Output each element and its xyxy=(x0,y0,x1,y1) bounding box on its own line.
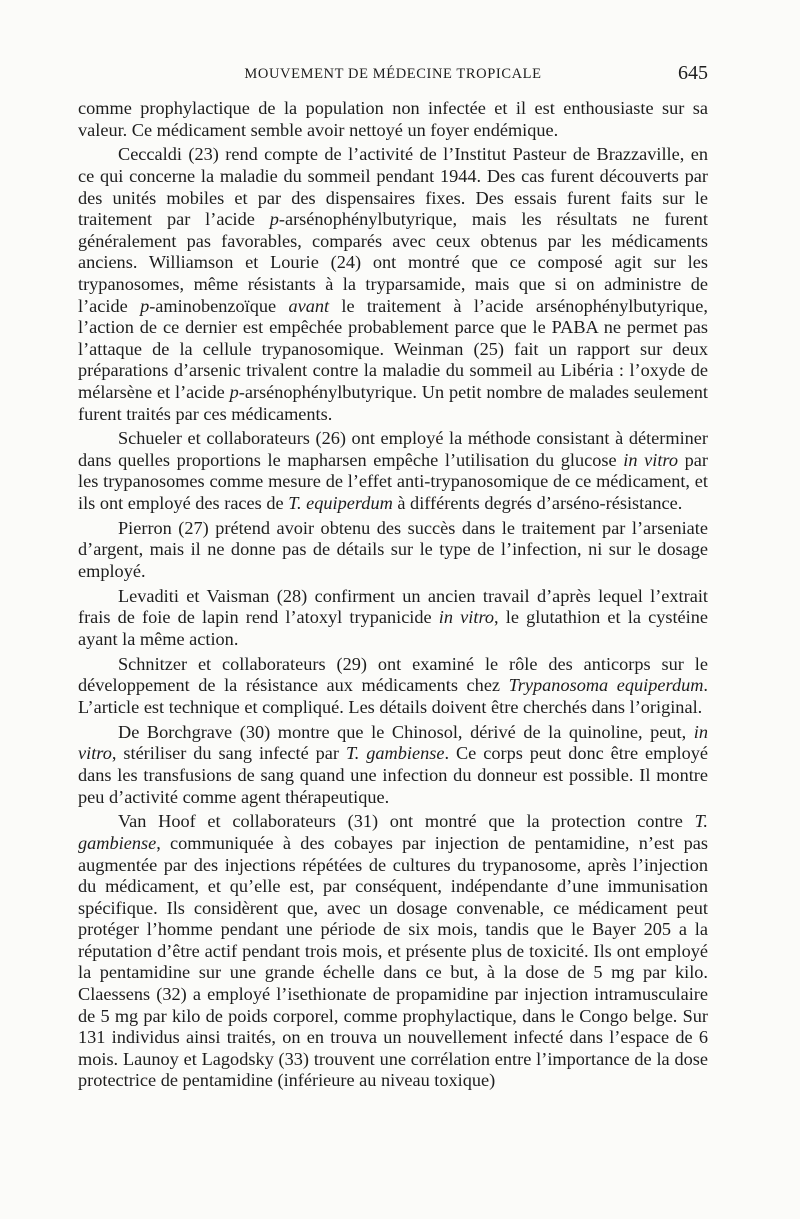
text-run: , le glutathion et la cystéine ayant la même action. xyxy=(78,607,708,649)
italic-text: p xyxy=(229,381,239,402)
text-run: -aminobenzoïque xyxy=(149,295,289,316)
text-run: Schnitzer et collaborateurs (29) ont examiné le rôle des anticorps sur le développement de la résistance aux médicaments chez xyxy=(78,653,708,696)
text-run: , stériliser du sang infecté par xyxy=(111,743,346,764)
italic-text: T. gambiense xyxy=(78,811,708,853)
paragraph xyxy=(78,586,708,651)
italic-text: p xyxy=(140,295,150,316)
italic-text: in vitro xyxy=(623,449,678,470)
text-run: le traitement à l’acide arsénophénylbutyrique, l’action de ce dernier est empêchée probablement parce que le PABA ne permet pas l’attaque de la cellule trypanosomique. Weinman (25) fait un rapport sur deux préparations d’arsenic trivalent contre la maladie du sommeil au Libéria : l’oxyde de mélarsène et l’acide xyxy=(78,295,708,402)
paragraph xyxy=(78,811,708,1092)
text-run: Ceccaldi (23) rend compte de l’activité de l’Institut Pasteur de Brazzaville, en ce qui concerne la maladie du sommeil pendant 1944. Des cas furent découverts par des unités mobiles et par des dispensaires fixes. Des essais furent faits sur le traitement par l’acide xyxy=(78,144,708,230)
text-run: , communiquée à des cobayes par injection de pentamidine, n’est pas augmentée par des injections répétées de cultures du trypanosome, après l’injection du médicament, et qu’elle est, par conséquent, indépendante d’une immunisation spécifique. Ils considèrent que, avec un dosage convenable, ce médicament peut protéger l’homme pendant une période de six mois, tandis que le Bayer 205 a la réputation d’être actif pendant trois mois, et présente plus de toxicité. Ils ont employé la pentamidine sur une grande échelle dans ce but, à la dose de 5 mg par kilo. Claessens (32) a employé l’isethionate de propamidine par injection intramusculaire de 5 mg par kilo de poids corporel, comme prophylactique, dans le Congo belge. Sur 131 individus ainsi traités, on en trouva un nouvellement infecté dans l’espace de 6 mois. Launoy et Lagodsky (33) trouvent une corrélation entre l’importance de la dose protectrice de pentamidine (inférieure au niveau toxique) xyxy=(78,832,708,1091)
paragraph xyxy=(78,654,708,719)
text-run: Levaditi et Vaisman (28) confirment un ancien travail d’après lequel l’extrait frais de foie de lapin rend l’atoxyl trypanicide xyxy=(78,585,708,628)
page-header xyxy=(78,62,708,90)
text-run: De Borchgrave (30) montre que le Chinosol, dérivé de la quinoline, peut, xyxy=(118,721,694,742)
text-run: Pierron (27) prétend avoir obtenu des succès dans le traitement par l’arseniate d’argent, mais il ne donne pas de détails sur le type de l’infection, ni sur le dosage employé. xyxy=(78,517,708,582)
italic-text: T. equiperdum xyxy=(288,493,393,514)
italic-text: p xyxy=(269,209,279,230)
page-number: 645 xyxy=(678,62,708,84)
body-text xyxy=(78,98,708,1092)
italic-text: avant xyxy=(288,295,330,316)
italic-text: Trypanosoma equiperdum xyxy=(508,675,704,696)
paragraph xyxy=(78,722,708,808)
italic-text: in vitro xyxy=(438,607,495,628)
text-run: . Ce corps peut donc être employé dans les transfusions de sang quand une infection du donneur est possible. Il montre peu d’activité comme agent thérapeutique. xyxy=(78,743,708,807)
text-run: -arsénophénylbutyrique, mais les résultats ne furent généralement pas favorables, comparés avec ceux obtenus par les médicaments anciens. Williamson et Lourie (24) ont montré que ce composé agit sur les trypanosomes, même résistants à la tryparsamide, mais que si on administre de l’acide xyxy=(78,209,709,316)
paragraph xyxy=(78,428,708,514)
text-run: Schueler et collaborateurs (26) ont employé la méthode consistant à déterminer dans quelles proportions le mapharsen empêche l’utilisation du glucose xyxy=(78,428,708,470)
running-title: MOUVEMENT DE MÉDECINE TROPICALE xyxy=(244,66,542,82)
text-run: par les trypanosomes comme mesure de l’effet anti-trypanosomique de ce médicament, et ils ont employé des races de xyxy=(78,449,708,514)
italic-text: in vitro xyxy=(78,721,708,764)
paragraph xyxy=(78,98,708,141)
text-run: Van Hoof et collaborateurs (31) ont montré que la protection contre xyxy=(118,811,695,832)
italic-text: T. gambiense xyxy=(345,743,445,764)
paragraph xyxy=(78,518,708,583)
text-run: à différents degrés d’arséno-résistance. xyxy=(392,493,683,514)
text-run: -arsénophénylbutyrique. Un petit nombre de malades seulement furent traités par ces médicaments. xyxy=(78,381,708,424)
paragraph xyxy=(78,144,708,425)
text-run: comme prophylactique de la population non infectée et il est enthousiaste sur sa valeur. Ce médicament semble avoir nettoyé un foyer endémique. xyxy=(78,98,708,140)
text-run: . L’article est technique et compliqué. Les détails doivent être cherchés dans l’original. xyxy=(78,675,708,717)
